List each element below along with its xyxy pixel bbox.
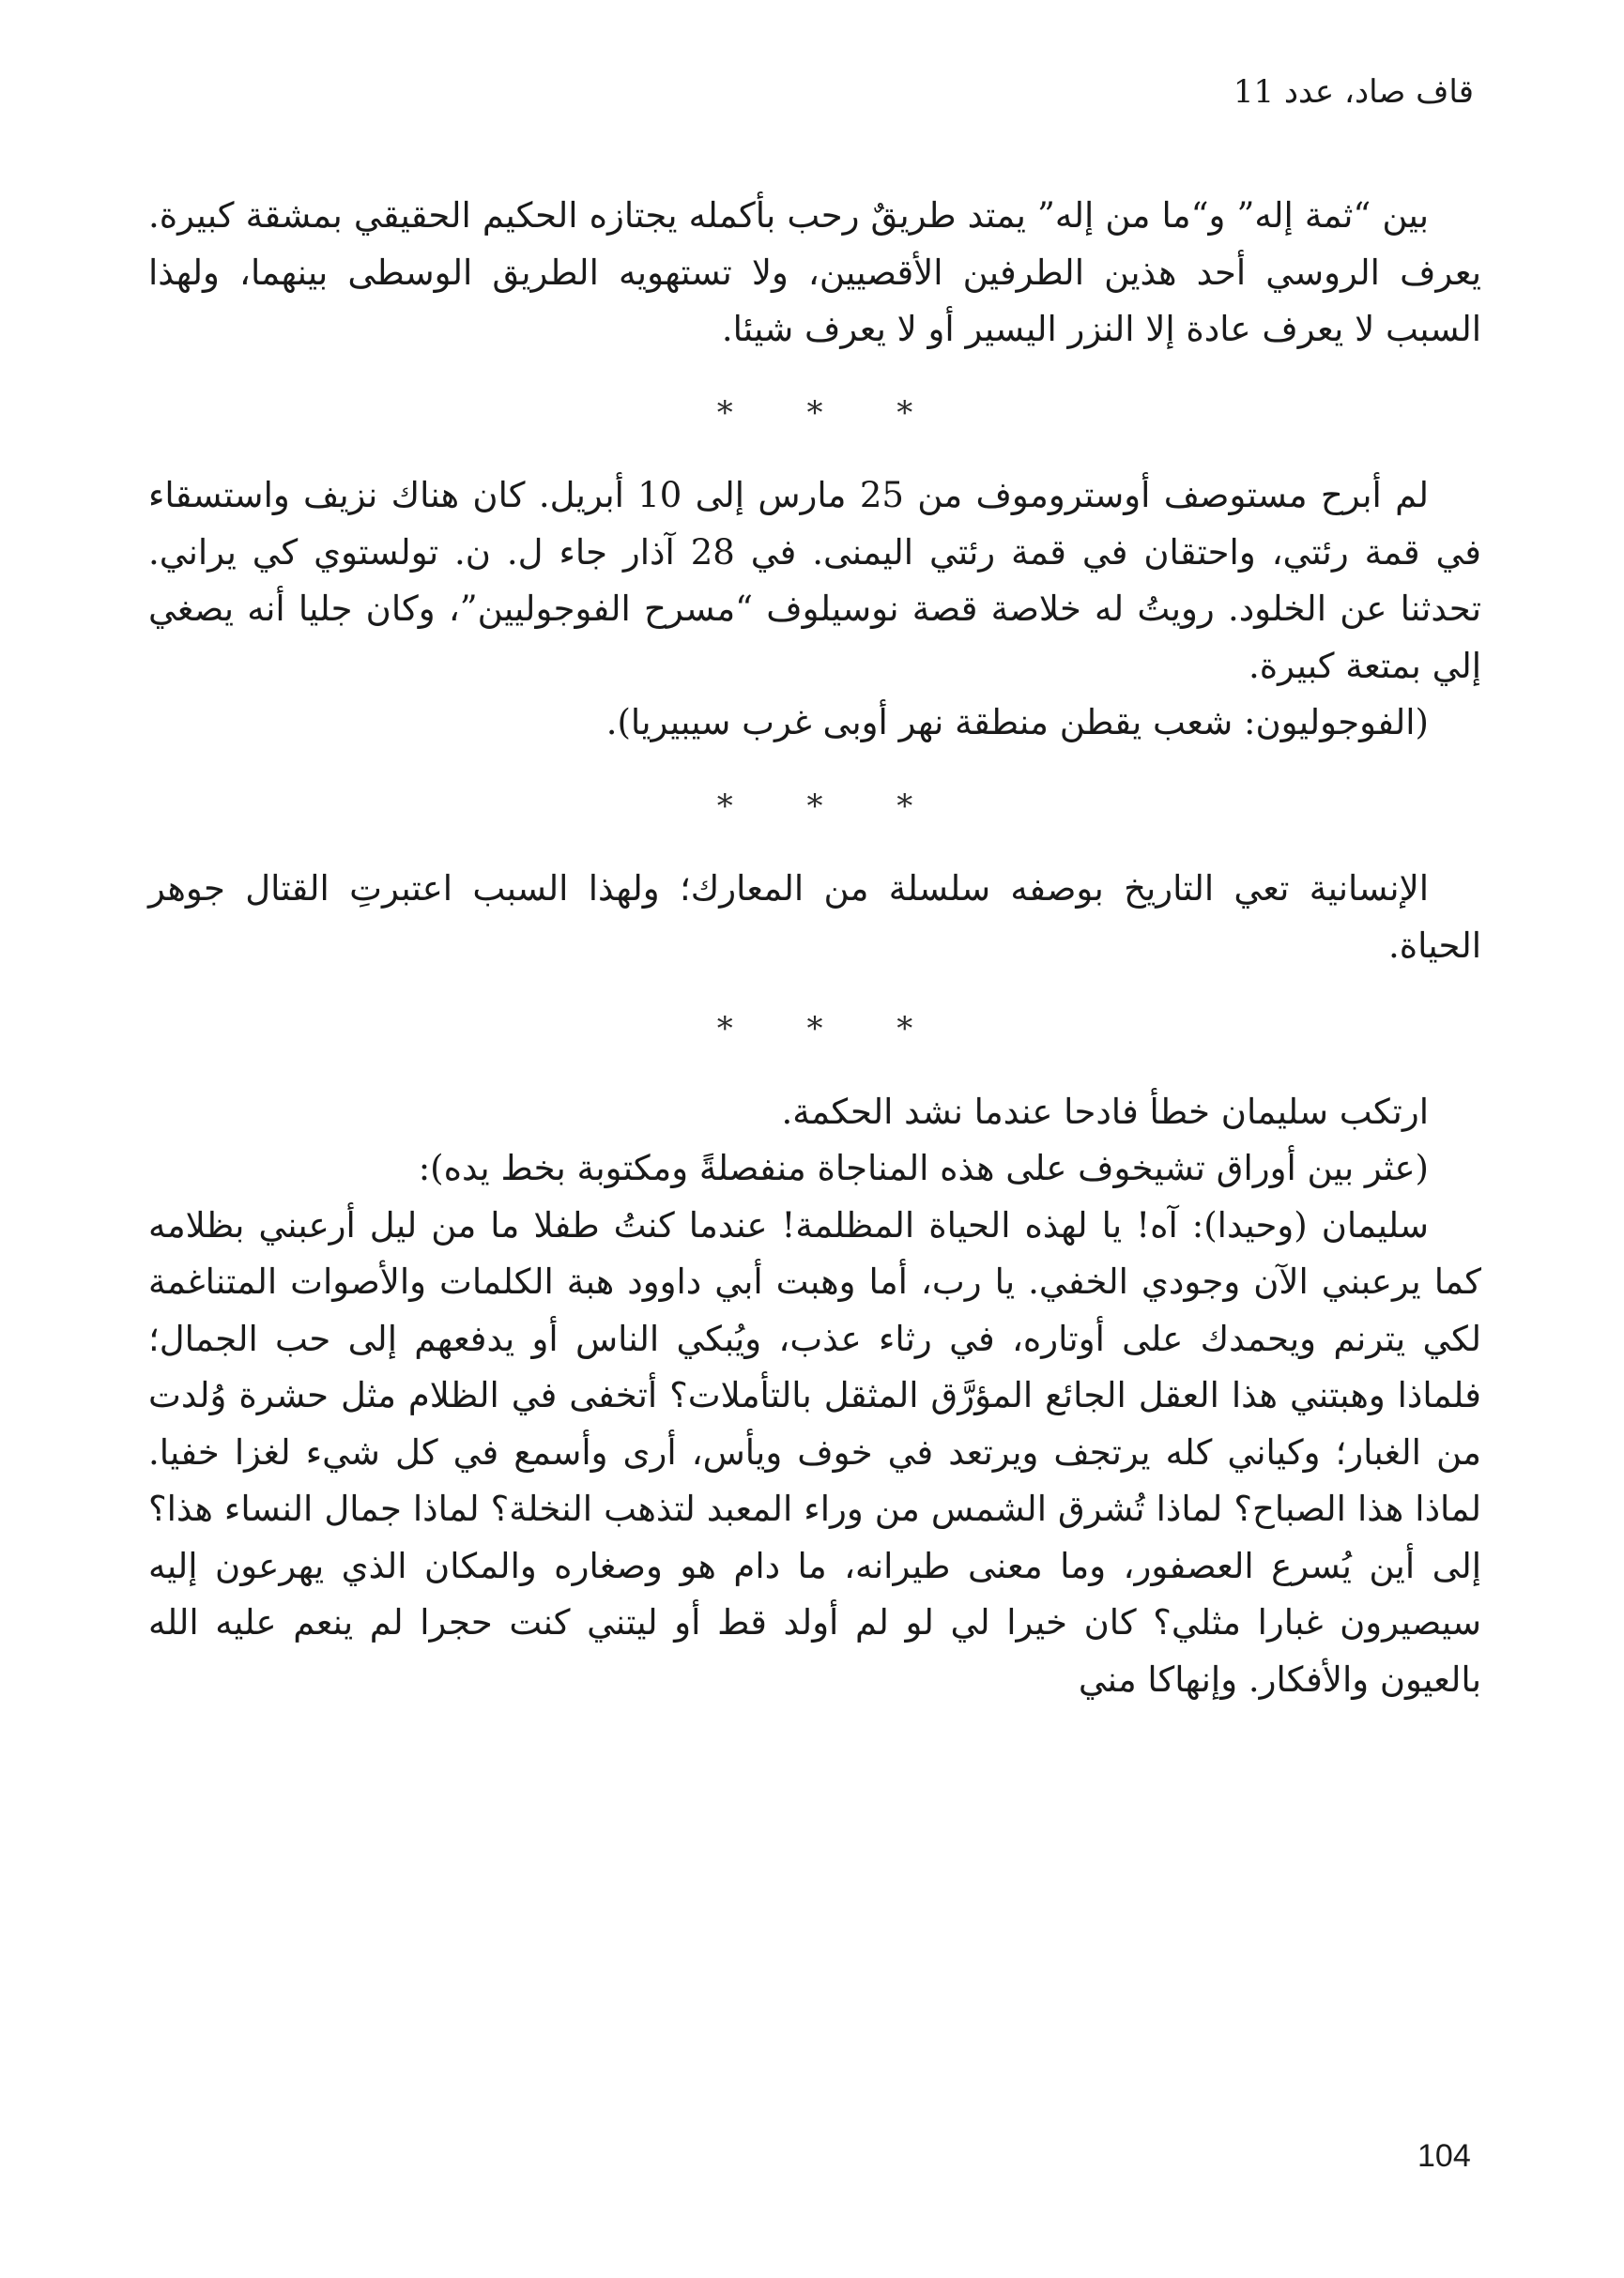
paragraph-5: ارتكب سليمان خطأ فادحا عندما نشد الحكمة. [781, 1091, 1429, 1132]
paragraph-3: (الفوجوليون: شعب يقطن منطقة نهر أوبى غرب سيبيريا). [605, 702, 1429, 742]
section-separator: * * * [716, 393, 945, 432]
section-separator: * * * [716, 1010, 945, 1047]
paragraph-4: الإنسانية تعي التاريخ بوصفه سلسلة من المعارك؛ ولهذا السبب اعتبرتِ القتال جوهر الحياة. [148, 868, 1481, 966]
section-separator: * * * [716, 787, 945, 825]
paragraph-7: سليمان (وحيدا): آه! يا لهذه الحياة المظلمة! عندما كنتُ طفلا ما من ليل أرعبني بظلامه كما يرعبني الآن وجودي الخفي. يا رب، أما وهبت أبي داوود هبة الكلمات والأصوات المتناغمة لكي يترنم ويحمدك على أوتاره، في رثاء عذب، ويُبكي الناس أو يدفعهم إلى حب الجمال؛ فلماذا وهبتني هذا العقل الجائع المؤرَّق المثقل بالتأملات؟ أتخفى في الظلام مثل حشرة وُلدت من الغبار؛ وكياني كله يرتجف ويرتعد في خوف ويأس، أرى وأسمع في كل شيء لغزا خفيا. لماذا هذا الصباح؟ لماذا تُشرق الشمس من وراء المعبد لتذهب النخلة؟ لماذا جمال النساء هذا؟ إلى أين يُسرع العصفور، وما معنى طيرانه، ما دام هو وصغاره والمكان الذي يهرعون إليه سيصيرون غبارا مثلي؟ كان خيرا لي لو لم أولد قط أو ليتني كنت حجرا لم ينعم عليه الله بالعيون والأفكار. وإنهاكا مني [148, 1204, 1481, 1700]
page-number: 104 [1417, 2138, 1471, 2174]
running-header: قاف صاد، عدد 11 [1233, 73, 1474, 111]
paragraph-6: (عثر بين أوراق تشيخوف على هذه المناجاة منفصلةً ومكتوبة بخط يده): [418, 1148, 1429, 1188]
body-text [148, 188, 1481, 1708]
paragraph-1: بين “ثمة إله” و“ما من إله” يمتد طريقٌ رحب بأكمله يجتازه الحكيم الحقيقي بمشقة كبيرة. يعرف الروسي أحد هذين الطرفين الأقصيين، ولا تستهويه الطريق الوسطى بينهما، ولهذا السبب لا يعرف عادة إلا النزر اليسير أو لا يعرف شيئا. [148, 195, 1481, 349]
paragraph-2: لم أبرح مستوصف أوستروموف من 25 مارس إلى 10 أبريل. كان هناك نزيف واستسقاء في قمة رئتي، واحتقان في قمة رئتي اليمنى. في 28 آذار جاء ل. ن. تولستوي كي يراني. تحدثنا عن الخلود. رويتُ له خلاصة قصة نوسيلوف “مسرح الفوجوليين”، وكان جليا أنه يصغي إلي بمتعة كبيرة. [148, 475, 1481, 686]
